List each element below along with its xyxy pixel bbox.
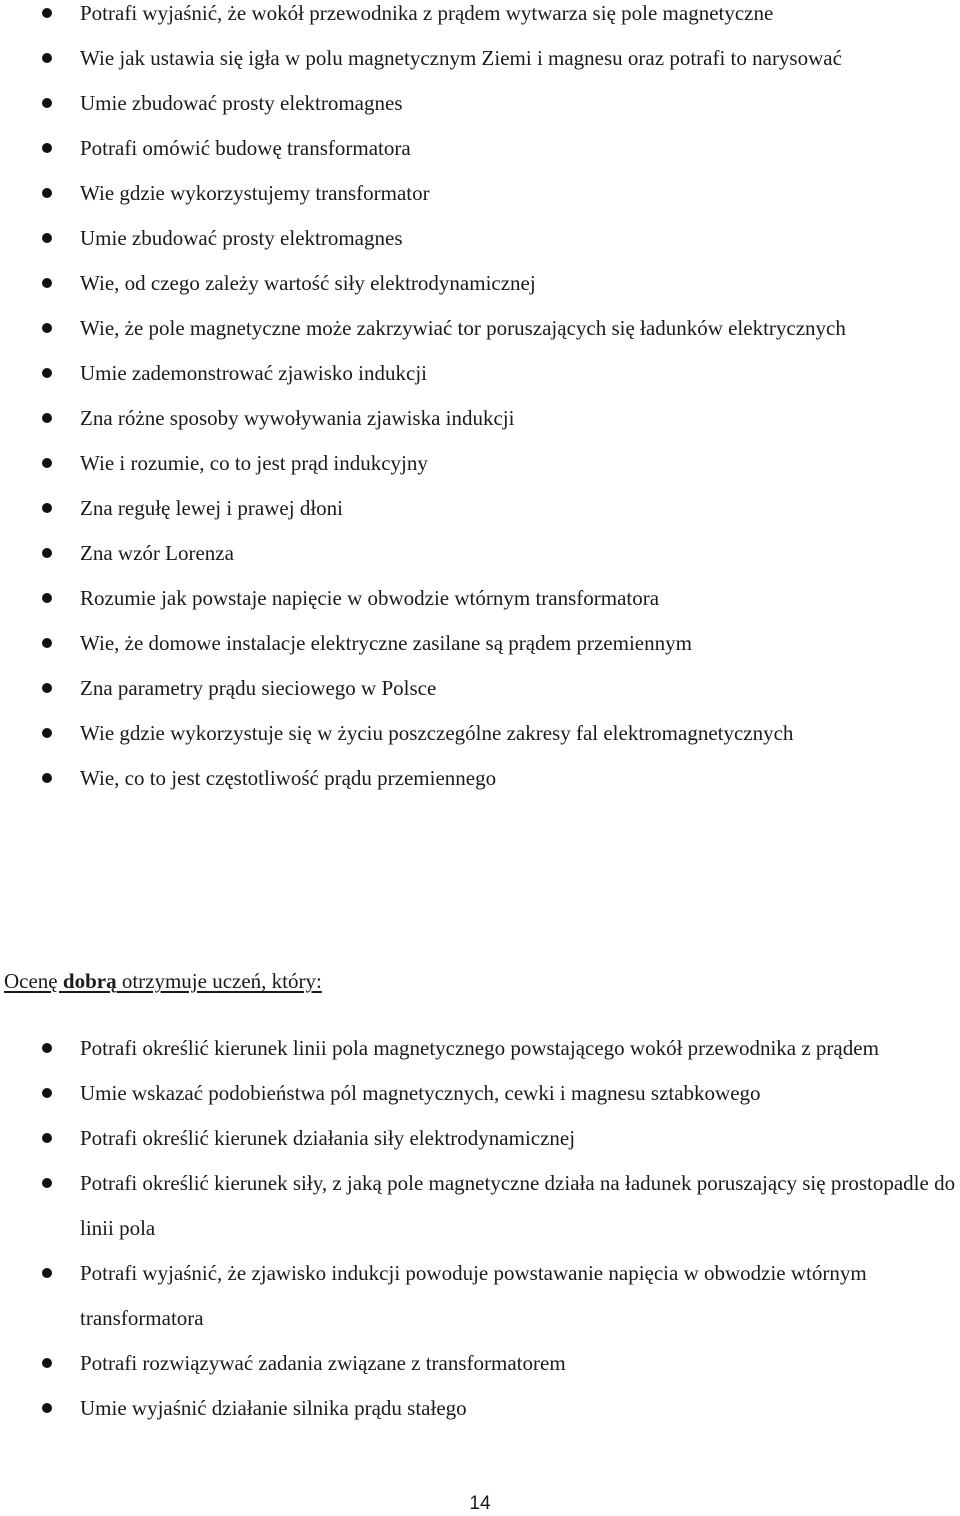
list-item xyxy=(0,531,960,576)
bullet-icon xyxy=(42,1088,52,1098)
list-item xyxy=(0,1116,960,1161)
list-item xyxy=(0,0,960,36)
list-item-text: Potrafi omówić budowę transformatora xyxy=(80,136,411,160)
list-item xyxy=(0,81,960,126)
list-item-text: Umie wskazać podobieństwa pól magnetycznych, cewki i magnesu sztabkowego xyxy=(80,1081,761,1105)
list-item-text: Wie jak ustawia się igła w polu magnetycznym Ziemi i magnesu oraz potrafi to narysować xyxy=(80,46,842,70)
list-item xyxy=(0,1161,960,1251)
list-item-text: Wie gdzie wykorzystuje się w życiu poszczególne zakresy fal elektromagnetycznych xyxy=(80,721,794,745)
list-item-text: Zna różne sposoby wywoływania zjawiska indukcji xyxy=(80,406,515,430)
list-item-text: Potrafi wyjaśnić, że zjawisko indukcji powoduje powstawanie napięcia w obwodzie wtórnym transformatora xyxy=(80,1261,867,1330)
bullet-icon xyxy=(42,53,52,63)
bullet-icon xyxy=(42,728,52,738)
list-item-text: Zna parametry prądu sieciowego w Polsce xyxy=(80,676,437,700)
bullet-icon xyxy=(42,548,52,558)
list-item-text: Umie zbudować prosty elektromagnes xyxy=(80,91,403,115)
list-item-text: Zna regułę lewej i prawej dłoni xyxy=(80,496,343,520)
bullet-icon xyxy=(42,683,52,693)
bullet-icon xyxy=(42,1358,52,1368)
list-item-text: Potrafi rozwiązywać zadania związane z transformatorem xyxy=(80,1351,566,1375)
list-item-text: Wie, od czego zależy wartość siły elektrodynamicznej xyxy=(80,271,536,295)
list-item xyxy=(0,756,960,801)
bullet-icon xyxy=(42,368,52,378)
list-item xyxy=(0,441,960,486)
list-item-text: Potrafi określić kierunek siły, z jaką pole magnetyczne działa na ładunek poruszający się prostopadle do linii pola xyxy=(80,1171,956,1240)
list-item-text: Wie, co to jest częstotliwość prądu przemiennego xyxy=(80,766,497,790)
bullet-icon xyxy=(42,98,52,108)
list-item-text: Umie wyjaśnić działanie silnika prądu stałego xyxy=(80,1396,467,1420)
list-item xyxy=(0,261,960,306)
list-item-text: Potrafi określić kierunek działania siły elektrodynamicznej xyxy=(80,1126,576,1150)
list-item-text: Potrafi określić kierunek linii pola magnetycznego powstającego wokół przewodnika z prądem xyxy=(80,1036,879,1060)
list-item xyxy=(0,1386,960,1431)
list-item-text: Rozumie jak powstaje napięcie w obwodzie wtórnym transformatora xyxy=(80,586,660,610)
list-item xyxy=(0,306,960,351)
list-item xyxy=(0,711,960,756)
bullet-icon xyxy=(42,1403,52,1413)
bullet-icon xyxy=(42,638,52,648)
grade-heading-prefix: Ocenę xyxy=(4,969,63,993)
list-item xyxy=(0,36,960,81)
list-item xyxy=(0,216,960,261)
bullet-icon xyxy=(42,1178,52,1188)
list-item xyxy=(0,1341,960,1386)
bullet-icon xyxy=(42,1268,52,1278)
grade-heading xyxy=(4,966,322,996)
list-item xyxy=(0,486,960,531)
list-item xyxy=(0,351,960,396)
list-item-text: Wie, że pole magnetyczne może zakrzywiać tor poruszających się ładunków elektrycznych xyxy=(80,316,846,340)
bullet-icon xyxy=(42,593,52,603)
bullet-icon xyxy=(42,143,52,153)
list-item xyxy=(0,1071,960,1116)
grade-heading-suffix: otrzymuje uczeń, który: xyxy=(116,969,322,993)
list-item-text: Zna wzór Lorenza xyxy=(80,541,234,565)
list-item-text: Wie, że domowe instalacje elektryczne zasilane są prądem przemiennym xyxy=(80,631,692,655)
list-item xyxy=(0,666,960,711)
list-item xyxy=(0,621,960,666)
requirements-list-bottom xyxy=(0,1026,960,1431)
grade-heading-grade: dobrą xyxy=(62,969,117,993)
list-item xyxy=(0,1251,960,1341)
list-item-text: Potrafi wyjaśnić, że wokół przewodnika z prądem wytwarza się pole magnetyczne xyxy=(80,1,774,25)
list-item xyxy=(0,171,960,216)
bullet-icon xyxy=(42,458,52,468)
list-item xyxy=(0,576,960,621)
bullet-icon xyxy=(42,773,52,783)
list-item-text: Wie gdzie wykorzystujemy transformator xyxy=(80,181,430,205)
bullet-icon xyxy=(42,278,52,288)
list-item-text: Umie zbudować prosty elektromagnes xyxy=(80,226,403,250)
list-item xyxy=(0,1026,960,1071)
list-item-text: Umie zademonstrować zjawisko indukcji xyxy=(80,361,427,385)
list-item-text: Wie i rozumie, co to jest prąd indukcyjny xyxy=(80,451,428,475)
bullet-icon xyxy=(42,323,52,333)
bullet-icon xyxy=(42,233,52,243)
bullet-icon xyxy=(42,1133,52,1143)
bullet-icon xyxy=(42,413,52,423)
list-item xyxy=(0,396,960,441)
bullet-icon xyxy=(42,503,52,513)
page-number: 14 xyxy=(469,1493,491,1514)
bullet-icon xyxy=(42,188,52,198)
list-item xyxy=(0,126,960,171)
bullet-icon xyxy=(42,8,52,18)
bullet-icon xyxy=(42,1043,52,1053)
